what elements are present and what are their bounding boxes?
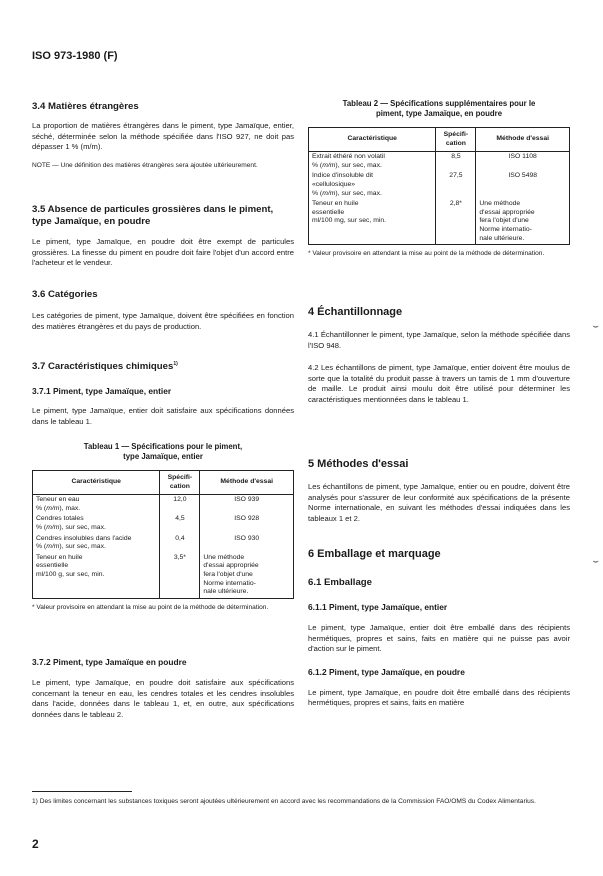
table-row xyxy=(33,534,294,553)
subsection-title: 3.7.2 Piment, type Jamaïque en poudre xyxy=(32,657,187,667)
cell-spec: 8,5 xyxy=(436,152,476,172)
cell-characteristic: Cendres totales % (m/m), sur sec, max. xyxy=(33,514,160,533)
cell-characteristic: Teneur en eau % (m/m), max. xyxy=(33,495,160,515)
cell-characteristic: Extrait éthéré non volatil % (m/m), sur sec, max. xyxy=(309,152,436,172)
paragraph: Les catégories de piment, type Jamaïque, doivent être spécifiées en fonction des matières étrangères et du pays de production. xyxy=(32,311,294,331)
section-3-6 xyxy=(32,289,294,332)
table-footnote: * Valeur provisoire en attendant la mise au point de la méthode de détermination. xyxy=(32,603,269,611)
column-header: Spécifi- cation xyxy=(160,471,200,495)
subsection-title: 6.1 Emballage xyxy=(308,577,372,588)
paragraph: 4.2 Les échantillons de piment, type Jamaïque, entier doivent être moulus de sorte que la totalité du produit passe à travers un tamis de 1 mm d'ouverture de maille. Le produit ainsi moulu doit être utilisé pour déterminer les caractéristiques mentionnées dans le tableau 1. xyxy=(308,363,570,404)
section-6 xyxy=(308,547,570,709)
column-header: Méthode d'essai xyxy=(476,128,570,152)
cell-spec: 4,5 xyxy=(160,514,200,533)
paragraph: Le piment, type Jamaïque, entier doit être emballé dans des récipients hermétiques, propres et sains, faits en matière qui ne puisse pas avoir d'action sur le piment. xyxy=(308,623,570,654)
cell-characteristic: Teneur en huile essentielle ml/100 mg, sur sec, min. xyxy=(309,199,436,244)
paragraph: 4.1 Échantillonner le piment, type Jamaïque, selon la méthode spécifiée dans l'ISO 948. xyxy=(308,330,570,350)
cell-method: ISO 930 xyxy=(200,534,294,553)
cell-method: ISO 939 xyxy=(200,495,294,515)
cell-spec: 2,8* xyxy=(436,199,476,244)
table-row xyxy=(309,171,570,199)
subsection-title: 3.7.1 Piment, type Jamaïque, entier xyxy=(32,386,172,397)
footnote-ref: 1) xyxy=(173,361,178,367)
section-title: 3.4 Matières étrangères xyxy=(32,101,139,112)
margin-mark: ⌣ xyxy=(592,321,599,332)
cell-method: Une méthode d'essai appropriée fera l'objet d'une Norme internatio- nale ultérieure. xyxy=(200,553,294,598)
page-number: 2 xyxy=(32,837,39,851)
section-title: 5 Méthodes d'essai xyxy=(308,458,409,470)
subsection-title: 6.1.1 Piment, type Jamaïque, entier xyxy=(308,602,448,612)
paragraph: Les échantillons de piment, type Jamaïque, entier ou en poudre, doivent être analysés pour s'assurer de leur conformité aux spécifications de la présente Norme internationale, en suivant les méthodes d'essai indiquées dans les tableaux 1 et 2. xyxy=(308,482,570,523)
section-title: 4 Échantillonnage xyxy=(308,306,403,318)
section-title: 3.5 Absence de particules grossières dans le piment, type Jamaïque, en poudre xyxy=(32,204,274,227)
cell-spec: 3,5* xyxy=(160,553,200,598)
cell-spec: 27,5 xyxy=(436,171,476,199)
cell-spec: 12,0 xyxy=(160,495,200,515)
paragraph: La proportion de matières étrangères dans le piment, type Jamaïque, entier, séché, déterminée selon la méthode spécifiée dans l'ISO 927, ne doit pas dépasser 1 % (m/m). xyxy=(32,121,294,152)
table-2 xyxy=(308,127,570,245)
table-row xyxy=(33,553,294,598)
note: NOTE — Une définition des matières étrangères sera ajoutée ultérieurement. xyxy=(32,161,258,169)
section-3-7 xyxy=(32,358,294,427)
section-3-7-2 xyxy=(32,657,294,720)
table-2-block xyxy=(308,99,570,258)
cell-spec: 0,4 xyxy=(160,534,200,553)
column-header: Caractéristique xyxy=(33,471,160,495)
column-header: Méthode d'essai xyxy=(200,471,294,495)
cell-method: Une méthode d'essai appropriée fera l'objet d'une Norme internatio- nale ultérieure. xyxy=(476,199,570,244)
cell-method: ISO 1108 xyxy=(476,152,570,172)
section-5 xyxy=(308,457,570,524)
table-1 xyxy=(32,470,294,599)
section-3-4 xyxy=(32,101,294,170)
table-row xyxy=(33,514,294,533)
subsection-title: 6.1.2 Piment, type Jamaïque, en poudre xyxy=(308,666,465,677)
cell-characteristic: Cendres insolubles dans l'acide % (m/m), sur sec, max. xyxy=(33,534,160,553)
cell-characteristic: Indice d'insoluble dit «cellulosique» % (m/m), sur sec, max. xyxy=(309,171,436,199)
page-footnote: 1) Des limites concernant les substances toxiques seront ajoutées ultérieurement en accord avec les recommandations de la Commission FAO/OMS du Codex Alimentarius. xyxy=(32,798,536,805)
cell-method: ISO 5498 xyxy=(476,171,570,199)
cell-method: ISO 928 xyxy=(200,514,294,533)
section-4 xyxy=(308,305,570,406)
section-title: 3.6 Catégories xyxy=(32,289,98,300)
page-header: ISO 973-1980 (F) xyxy=(32,50,118,62)
margin-mark: ⌣ xyxy=(592,556,599,567)
footnote-rule xyxy=(32,791,132,792)
table-row xyxy=(33,495,294,515)
table-caption: Tableau 2 — Spécifications supplémentaires pour le piment, type Jamaïque, en poudre xyxy=(342,99,536,118)
column-header: Spécifi- cation xyxy=(436,128,476,152)
table-row xyxy=(309,152,570,172)
table-caption: Tableau 1 — Spécifications pour le piment, type Jamaïque, entier xyxy=(83,442,243,461)
section-title: 6 Emballage et marquage xyxy=(308,548,441,560)
paragraph: Le piment, type Jamaïque, entier doit satisfaire aux spécifications données dans le tableau 1. xyxy=(32,406,294,426)
section-title: 3.7 Caractéristiques chimiques$^{1)}$ xyxy=(32,361,178,373)
cell-characteristic: Teneur en huile essentielle ml/100 g, sur sec, min. xyxy=(33,553,160,598)
column-header: Caractéristique xyxy=(309,128,436,152)
table-row xyxy=(309,199,570,244)
paragraph: Le piment, type Jamaïque, en poudre doit être emballé dans des récipients hermétiques, propres et sains, faits en matière xyxy=(308,687,570,708)
paragraph: Le piment, type Jamaïque, en poudre doit être exempt de particules grossières. La finesse du piment en poudre doit faire l'objet d'un accord entre l'acheteur et le vendeur. xyxy=(32,237,294,268)
section-3-5 xyxy=(32,204,294,269)
paragraph: Le piment, type Jamaïque, en poudre doit satisfaire aux spécifications concernant la teneur en eau, les cendres totales et les cendres insolubles dans l'acide, données dans le tableau 1, et, en outre, aux spécifications données dans le tableau 2. xyxy=(32,678,294,719)
table-1-block xyxy=(32,442,294,612)
table-footnote: * Valeur provisoire en attendant la mise au point de la méthode de détermination. xyxy=(308,250,545,258)
